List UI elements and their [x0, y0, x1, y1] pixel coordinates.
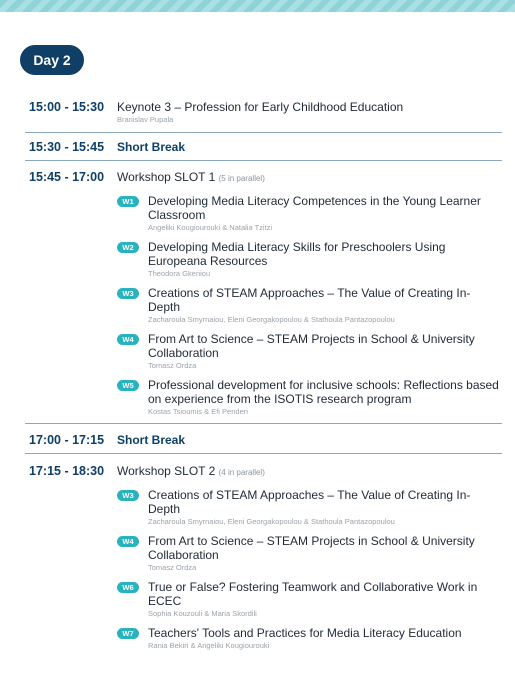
session-time: 15:45 - 17:00	[29, 170, 105, 184]
workshop-item	[117, 194, 502, 232]
workshop-title: Developing Media Literacy Skills for Preschoolers Using Europeana Resources	[148, 240, 446, 268]
workshop-title: Developing Media Literacy Competences in the Young Learner Classroom	[148, 194, 481, 222]
workshop-item	[117, 378, 502, 416]
workshop-speaker: Tomasz Ordza	[148, 563, 197, 572]
session-title	[117, 170, 502, 186]
workshop-title: Teachers' Tools and Practices for Media Literacy Education	[148, 626, 462, 640]
workshop-item	[117, 626, 502, 650]
session-title	[117, 464, 502, 480]
slot-title: Workshop SLOT 2	[117, 464, 216, 478]
session-speaker: Branislav Pupala	[117, 115, 174, 124]
break-row	[25, 424, 502, 454]
workshop-title: Creations of STEAM Approaches – The Value of Creating In-Depth	[148, 286, 471, 314]
session-row	[25, 454, 502, 654]
break-title: Short Break	[117, 140, 186, 154]
workshop-speaker: Rania Bekiri & Angeliki Kougiourouki	[148, 641, 270, 650]
workshop-speaker: Zacharoula Smyrnaiou, Eleni Georgakopoulou & Stathoula Pantazopoulou	[148, 517, 395, 526]
workshop-item	[117, 240, 502, 278]
session-title: Keynote 3 – Profession for Early Childhood Education	[117, 100, 404, 114]
workshop-badge: W7	[117, 628, 139, 639]
workshop-title: From Art to Science – STEAM Projects in School & University Collaboration	[148, 332, 475, 360]
session-time: 15:30 - 15:45	[29, 140, 105, 154]
workshop-title: From Art to Science – STEAM Projects in School & University Collaboration	[148, 534, 475, 562]
workshop-badge: W3	[117, 288, 139, 299]
workshop-title: True or False? Fostering Teamwork and Collaborative Work in ECEC	[148, 580, 478, 608]
workshop-badge: W5	[117, 380, 139, 391]
parallel-note: (5 in parallel)	[218, 174, 265, 183]
workshop-speaker: Kostas Tsioumis & Efi Penderi	[148, 407, 248, 416]
workshop-speaker: Sophia Kouzouli & Maria Skordili	[148, 609, 257, 618]
workshop-badge: W3	[117, 490, 139, 501]
workshop-badge: W1	[117, 196, 139, 207]
workshop-item	[117, 580, 502, 618]
slot-title: Workshop SLOT 1	[117, 170, 216, 184]
workshop-item	[117, 534, 502, 572]
header-decorative-band	[0, 0, 515, 12]
workshop-speaker: Tomasz Ordza	[148, 361, 197, 370]
break-title: Short Break	[117, 433, 186, 447]
workshop-speaker: Angeliki Kougiourouki & Natalia Tzitzi	[148, 223, 273, 232]
session-time: 17:00 - 17:15	[29, 433, 105, 447]
workshop-badge: W6	[117, 582, 139, 593]
session-row	[25, 161, 502, 424]
workshop-title: Professional development for inclusive schools: Reflections based on experience from the ISOTIS research program	[148, 378, 499, 406]
parallel-note: (4 in parallel)	[218, 468, 265, 477]
workshop-badge: W2	[117, 242, 139, 253]
workshop-title: Creations of STEAM Approaches – The Value of Creating In-Depth	[148, 488, 471, 516]
day-badge: Day 2	[20, 45, 84, 75]
workshop-badge: W4	[117, 536, 139, 547]
workshop-item	[117, 286, 502, 324]
workshop-item	[117, 488, 502, 526]
session-row	[25, 92, 502, 133]
workshop-speaker: Zacharoula Smyrnaiou, Eleni Georgakopoulou & Stathoula Pantazopoulou	[148, 315, 395, 324]
session-time: 17:15 - 18:30	[29, 464, 105, 478]
break-row	[25, 133, 502, 161]
workshop-badge: W4	[117, 334, 139, 345]
workshop-item	[117, 332, 502, 370]
workshop-speaker: Theodora Gkeniou	[148, 269, 211, 278]
schedule-table	[25, 92, 502, 654]
session-time: 15:00 - 15:30	[29, 100, 105, 114]
